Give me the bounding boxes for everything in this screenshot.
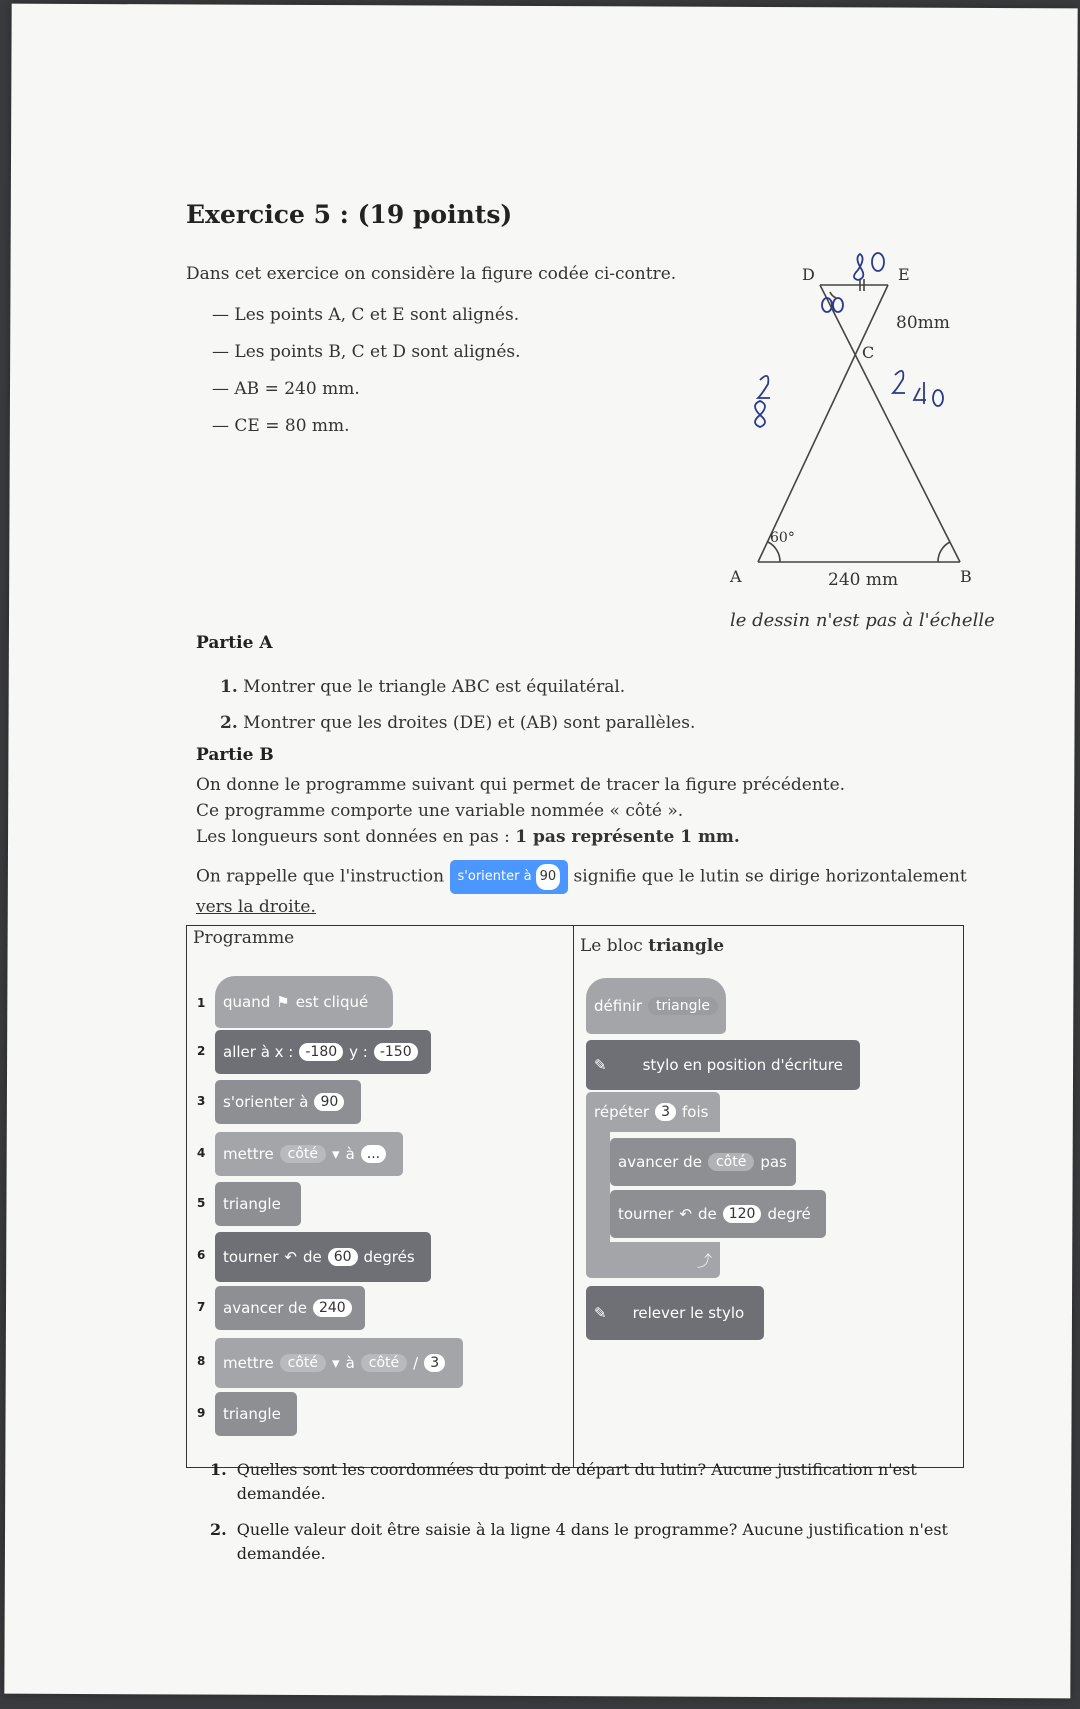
part-b-text: On donne le programme suivant qui permet de tracer la figure précédente. Ce programme comporte une variable nommée « côté ». Les longueurs sont données en pas : 1 pas représente 1 mm. On rappelle que l'instruction s'orienter à 90 signifie que le lutin se dirige horizontalement vers la droite.	[196, 775, 967, 917]
block-orient: s'orienter à 90	[215, 1080, 361, 1124]
dropdown-icon: ▾	[332, 1354, 340, 1372]
block-pen-down: ✎ stylo en position d'écriture	[586, 1040, 860, 1090]
bloc-column	[574, 926, 964, 1468]
exercise-title: Exercice 5 : (19 points)	[186, 200, 513, 229]
block-set-variable-expr: mettre côté ▾ à côté / 3	[215, 1338, 463, 1388]
length-ab: 240 mm	[828, 570, 899, 590]
repeat-end	[586, 1242, 720, 1278]
geometry-figure	[720, 250, 980, 600]
part-a-title: Partie A	[196, 633, 273, 653]
handwritten-8	[854, 254, 863, 280]
handwritten-0b	[933, 390, 943, 406]
block-repeat: répéter 3 fois	[586, 1092, 720, 1132]
question-item: 2. Quelle valeur doit être saisie à la ligne 4 dans le programme? Aucune justification n'est demandée.	[210, 1520, 948, 1563]
dropdown-icon: ▾	[332, 1145, 340, 1163]
block-when-flag-clicked: quand ⚑ est cliqué	[215, 976, 393, 1028]
handwritten-4	[914, 382, 926, 404]
fact-item: — Les points B, C et D sont alignés.	[212, 342, 521, 362]
block-call-triangle: triangle	[215, 1182, 301, 1226]
angle-arc-b	[938, 542, 950, 562]
label-e: E	[898, 265, 910, 284]
bloc-header: Le bloc triangle	[580, 936, 725, 956]
block-goto-xy: aller à x : -180 y : -150	[215, 1030, 431, 1074]
fact-item: — Les points A, C et E sont alignés.	[212, 305, 520, 325]
fact-item: — AB = 240 mm.	[212, 379, 360, 399]
inline-orient-block: s'orienter à 90	[450, 860, 569, 894]
program-header: Programme	[193, 928, 295, 948]
fact-item: — CE = 80 mm.	[212, 416, 350, 436]
block-turn: tourner ↶ de 60 degrés	[215, 1232, 431, 1282]
block-call-triangle: triangle	[215, 1392, 297, 1436]
program-column: Programme 1 quand ⚑ est cliqué 2 aller à x : -180 y : -150 3 s'orienter à 90 4 mettre côté ▾ à ... 5 triangle 6 tourner ↶ de 60 degrés 7 avancer de 240 8 mettre côté ▾ à côté / 3 9 triangle	[187, 926, 574, 1468]
block-define: définir triangle	[586, 978, 726, 1034]
part-b-title: Partie B	[196, 745, 274, 765]
question-item: 1. Quelles sont les coordonnées du point de départ du lutin? Aucune justification n'est demandée.	[210, 1460, 917, 1503]
pen-icon: ✎	[594, 1056, 607, 1074]
figure-caption: le dessin n'est pas à l'échelle	[730, 610, 995, 631]
block-forward: avancer de 240	[215, 1286, 365, 1330]
label-c: C	[862, 343, 875, 362]
part-a-question: 1. Montrer que le triangle ABC est équilatéral.	[220, 677, 626, 697]
handwritten-8b	[755, 401, 765, 427]
length-ce: 80mm	[896, 313, 950, 333]
label-b: B	[960, 567, 972, 586]
loop-arrow-icon: ⤴	[696, 1251, 712, 1270]
angle-label: 60°	[770, 530, 795, 546]
segment-ae	[758, 285, 888, 562]
program-table	[186, 925, 964, 1468]
flag-icon: ⚑	[276, 993, 290, 1011]
handwritten-0	[872, 253, 884, 271]
block-forward-var: avancer de côté pas	[610, 1138, 796, 1186]
block-pen-up: ✎ relever le stylo	[586, 1286, 764, 1340]
handwritten-2b	[893, 371, 905, 393]
label-a: A	[730, 567, 742, 586]
part-a-question: 2. Montrer que les droites (DE) et (AB) sont parallèles.	[220, 713, 696, 733]
handwritten-2	[758, 376, 770, 398]
block-set-variable: mettre côté ▾ à ...	[215, 1132, 403, 1176]
pen-icon: ✎	[594, 1304, 607, 1322]
angle-arc-d	[830, 292, 836, 298]
final-questions	[210, 1458, 970, 1578]
block-turn-120: tourner ↶ de 120 degré	[610, 1190, 826, 1238]
facts-list	[212, 305, 521, 453]
repeat-c-arm	[586, 1132, 610, 1252]
exercise-intro: Dans cet exercice on considère la figure codée ci-contre.	[186, 264, 677, 284]
label-d: D	[802, 265, 815, 284]
rotate-left-icon: ↶	[679, 1205, 692, 1223]
rotate-left-icon: ↶	[284, 1248, 297, 1266]
